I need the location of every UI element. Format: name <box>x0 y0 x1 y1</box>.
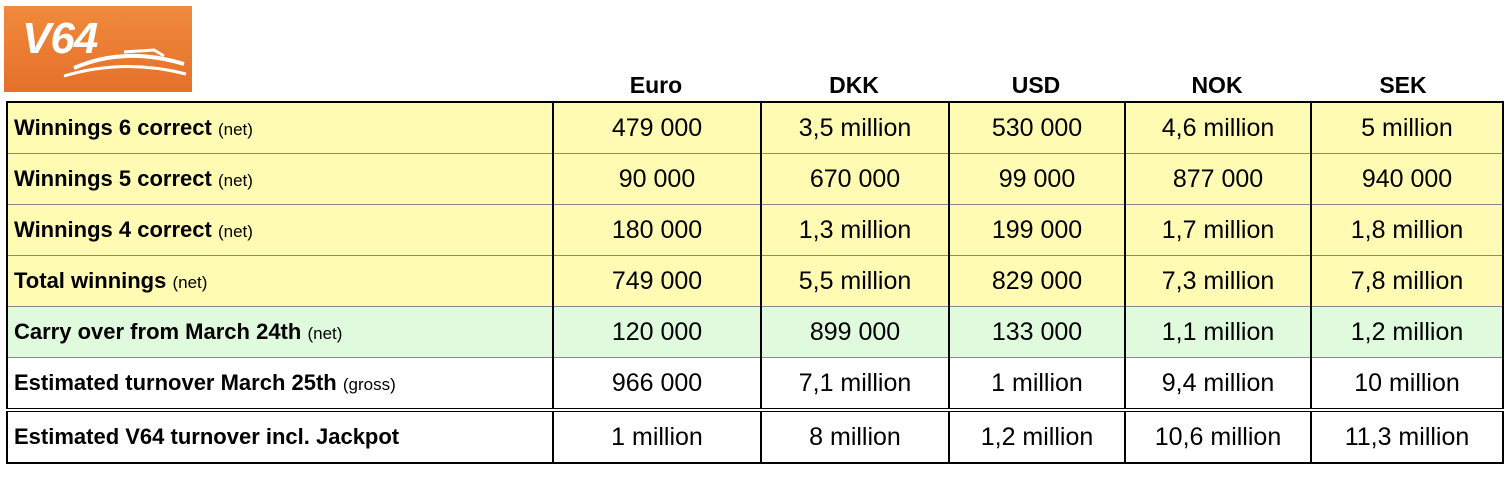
cell-nok: 10,6 million <box>1125 410 1311 463</box>
cell-usd: 199 000 <box>949 205 1125 256</box>
table-row <box>7 154 1503 205</box>
table-row <box>7 256 1503 307</box>
cell-sek: 1,8 million <box>1311 205 1503 256</box>
row-label: Estimated V64 turnover incl. Jackpot <box>7 410 553 463</box>
cell-usd: 99 000 <box>949 154 1125 205</box>
cell-nok: 4,6 million <box>1125 102 1311 154</box>
cell-nok: 9,4 million <box>1125 358 1311 411</box>
v64-logo <box>4 6 192 92</box>
row-label: Winnings 5 correct (net) <box>7 154 553 205</box>
row-label: Winnings 6 correct (net) <box>7 102 553 154</box>
table-row <box>7 307 1503 358</box>
cell-sek: 1,2 million <box>1311 307 1503 358</box>
cell-dkk: 899 000 <box>761 307 949 358</box>
cell-nok: 7,3 million <box>1125 256 1311 307</box>
cell-dkk: 3,5 million <box>761 102 949 154</box>
table-row <box>7 205 1503 256</box>
cell-dkk: 7,1 million <box>761 358 949 411</box>
v64-table <box>6 101 1504 464</box>
cell-sek: 10 million <box>1311 358 1503 411</box>
cell-sek: 7,8 million <box>1311 256 1503 307</box>
cell-usd: 1 million <box>949 358 1125 411</box>
table-row <box>7 358 1503 411</box>
row-label: Winnings 4 correct (net) <box>7 205 553 256</box>
column-header-usd: USD <box>1011 72 1061 98</box>
cell-sek: 940 000 <box>1311 154 1503 205</box>
column-header-sek: SEK <box>1379 72 1427 98</box>
cell-euro: 180 000 <box>553 205 761 256</box>
cell-nok: 877 000 <box>1125 154 1311 205</box>
table-row <box>7 410 1503 463</box>
logo-text: V64 <box>22 14 98 63</box>
cell-sek: 11,3 million <box>1311 410 1503 463</box>
column-header-dkk: DKK <box>829 72 879 98</box>
cell-dkk: 670 000 <box>761 154 949 205</box>
cell-dkk: 8 million <box>761 410 949 463</box>
column-headers <box>552 70 1504 100</box>
cell-nok: 1,1 million <box>1125 307 1311 358</box>
cell-euro: 1 million <box>553 410 761 463</box>
row-label: Total winnings (net) <box>7 256 553 307</box>
cell-euro: 479 000 <box>553 102 761 154</box>
cell-usd: 133 000 <box>949 307 1125 358</box>
cell-dkk: 5,5 million <box>761 256 949 307</box>
cell-nok: 1,7 million <box>1125 205 1311 256</box>
cell-usd: 530 000 <box>949 102 1125 154</box>
row-label: Estimated turnover March 25th (gross) <box>7 358 553 411</box>
cell-sek: 5 million <box>1311 102 1503 154</box>
cell-euro: 966 000 <box>553 358 761 411</box>
cell-usd: 1,2 million <box>949 410 1125 463</box>
cell-usd: 829 000 <box>949 256 1125 307</box>
cell-euro: 90 000 <box>553 154 761 205</box>
column-header-nok: NOK <box>1191 72 1243 98</box>
cell-euro: 749 000 <box>553 256 761 307</box>
cell-dkk: 1,3 million <box>761 205 949 256</box>
row-label: Carry over from March 24th (net) <box>7 307 553 358</box>
table-row <box>7 102 1503 154</box>
column-header-euro: Euro <box>629 72 683 98</box>
cell-euro: 120 000 <box>553 307 761 358</box>
